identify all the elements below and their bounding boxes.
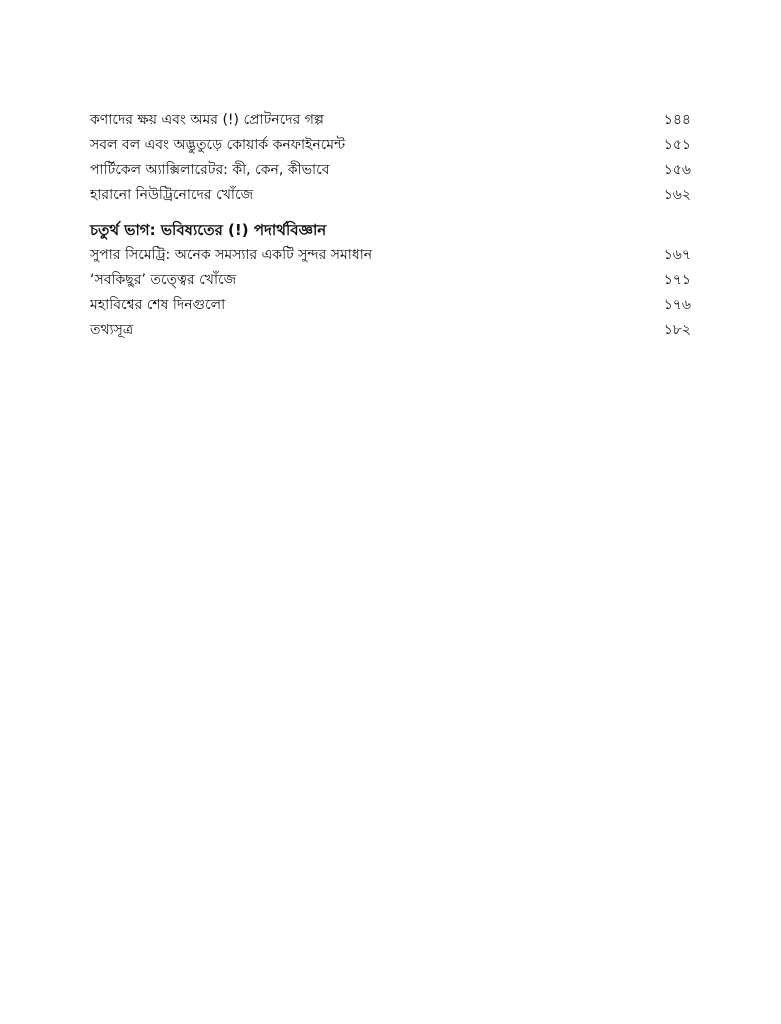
toc-entry-page: ১৫১ bbox=[663, 137, 691, 153]
toc-entry-page: ১৮২ bbox=[663, 322, 691, 338]
toc-entry-page: ১৭৬ bbox=[663, 297, 691, 313]
toc-entry[interactable] bbox=[90, 243, 691, 268]
toc-entry[interactable] bbox=[90, 133, 691, 158]
toc-entry-title: সুপার সিমেট্রি: অনেক সমস্যার একটি সুন্দর সমাধান bbox=[90, 247, 373, 263]
toc-entry-title: কণাদের ক্ষয় এবং অমর (!) প্রোটনদের গল্প bbox=[90, 112, 324, 128]
toc-entry-title: হারানো নিউট্রিনোদের খোঁজে bbox=[90, 187, 254, 203]
toc-entry-page: ১৬২ bbox=[663, 187, 691, 203]
toc-entry[interactable] bbox=[90, 293, 691, 318]
toc-entry[interactable] bbox=[90, 268, 691, 293]
toc-entry-page: ১৪৪ bbox=[663, 112, 691, 128]
toc-entry-title: মহাবিশ্বের শেষ দিনগুলো bbox=[90, 297, 226, 313]
toc-entry-page: ১৬৭ bbox=[663, 247, 691, 263]
toc-entry[interactable] bbox=[90, 158, 691, 183]
toc-entry-title: সবল বল এবং অদ্ভুতুড়ে কোয়ার্ক কনফাইনমেন্ট bbox=[90, 137, 346, 153]
toc-entry[interactable] bbox=[90, 108, 691, 133]
toc-entry[interactable] bbox=[90, 183, 691, 208]
toc-entry[interactable] bbox=[90, 318, 691, 343]
toc-entry-title: পার্টিকেল অ্যাক্সিলারেটর: কী, কেন, কীভাবে bbox=[90, 162, 330, 178]
table-of-contents bbox=[90, 108, 691, 343]
toc-entry-page: ১৭১ bbox=[663, 272, 691, 288]
toc-entry-title: ‘সবকিছুর’ তত্ত্বের খোঁজে bbox=[90, 272, 237, 288]
toc-entry-title: তথ্যসূত্র bbox=[90, 322, 134, 338]
toc-entry-page: ১৫৬ bbox=[663, 162, 691, 178]
section-heading-part-4: চতুর্থ ভাগ: ভবিষ্যতের (!) পদার্থবিজ্ঞান bbox=[90, 221, 327, 239]
